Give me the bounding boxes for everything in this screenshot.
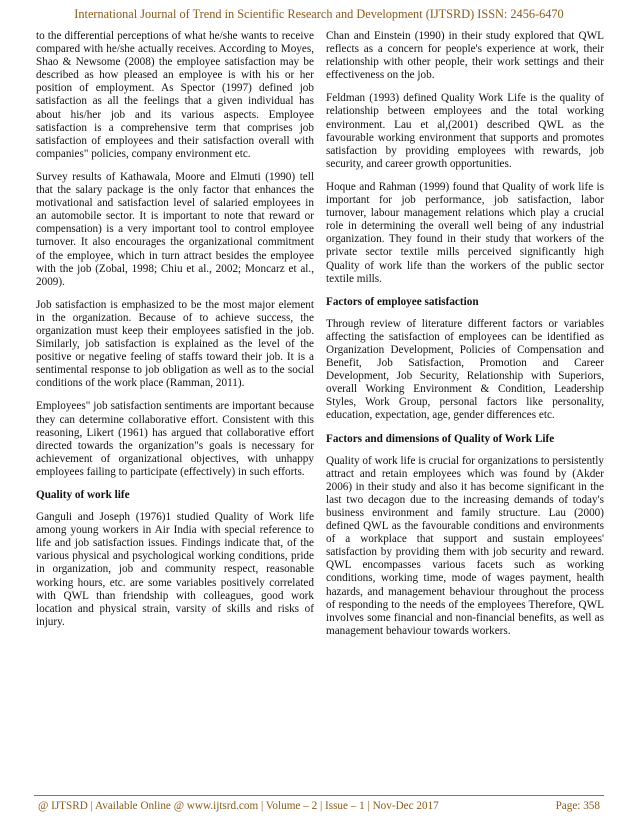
paragraph: Feldman (1993) defined Quality Work Life is the quality of relationship between employees and the total working environment. Lau et al,(2001) described QWL as the favourable working environment that supports and promotes satisfaction by providing employees with rewards, job security, and career growth opportunities. xyxy=(326,92,604,170)
paragraph: Chan and Einstein (1990) in their study explored that QWL reflects as a concern for people's experience at work, their relationship with other people, their work settings and their effectiveness on the job. xyxy=(326,30,604,82)
page-number: Page: 358 xyxy=(555,800,600,812)
paragraph: Employees" job satisfaction sentiments are important because they can determine collaborative effort. Consistent with this reasoning, Likert (1961) has argued that collaborative effort directed towards the organization"s goals is necessary for achievement of organizational objectives, with unhappy employees failing to participate (effectively) in such efforts. xyxy=(36,400,314,478)
paragraph: Job satisfaction is emphasized to be the most major element in the organization. Because of to achieve success, the organization must keep their employees satisfied in the job. Similarly, job satisfaction is explained as the level of the positive or negative feeling of staffs toward their job. It is a sentimental response to job obligation as well as to the social conditions of the work place (Ramman, 2011). xyxy=(36,298,314,390)
footer-divider xyxy=(34,795,604,796)
section-heading: Factors and dimensions of Quality of Work Life xyxy=(326,432,555,445)
paragraph: Hoque and Rahman (1999) found that Quality of work life is important for job performance, job satisfaction, labor turnover, labour management relations which play a crucial role in determining the overall well being of any industrial organization. They found in their study that workers of the private sector textile mills perceived significantly high Quality of work life than the workers of the public sector textile mills. xyxy=(326,180,604,285)
paragraph: Through review of literature different factors or variables affecting the satisfaction of employees can be identified as Organization Development, Policies of Compensation and Benefit, Job Satisfaction, Promotion and Career Development, Job Security, Relationship with Superiors, overall Working Environment & Condition, Leadership Styles, Work Group, personal factors like personality, education, expectation, age, gender differences etc. xyxy=(326,317,604,422)
paragraph: to the differential perceptions of what he/she wants to receive compared with he/she actually receives. According to Moyes, Shao & Newsome (2008) the employee satisfaction may be described as how pleased an employee is with his or her position of employment. As Spector (1997) defined job satisfaction as all the feelings that a given individual has about his/her job and its various aspects. Employee satisfaction is a comprehensive term that comprises job satisfaction of employees and their satisfaction overall with companies" policies, company environment etc. xyxy=(36,30,314,160)
journal-header: International Journal of Trend in Scientific Research and Development (IJTSRD) ISSN: 2456-6470 xyxy=(74,7,564,21)
section-heading: Factors of employee satisfaction xyxy=(326,295,479,308)
page-footer xyxy=(38,800,600,812)
paragraph: Survey results of Kathawala, Moore and Elmuti (1990) tell that the salary package is the only factor that enhances the motivational and satisfaction level of salaried employees in an automobile sector. It is important to note that reward or compensation) is a very important tool to control employee turnover. It also encourages the organizational commitment of the employee, which in turn attract besides the employee with the job (Zobal, 1998; Chiu et al., 2002; Moncarz et al., 2009). xyxy=(36,170,314,288)
left-column xyxy=(36,30,314,639)
right-column xyxy=(326,30,604,648)
paragraph: Quality of work life is crucial for organizations to persistently attract and retain employees which was found by (Akder 2006) in their study and also it has become significant in the last two decagon due to the increasing demands of today's business environment and family structure. Lau (2000) defined QWL as the favourable conditions and environments of a workplace that support and sustain employees' satisfaction by providing them with job security and reward. QWL encompasses various facets such as working conditions, working time, mode of wages payment, health hazards, and management behaviour throughout the process of responding to the needs of the employees Therefore, QWL involves some financial and non-financial benefits, as well as management behaviour towards workers. xyxy=(326,454,604,637)
paragraph: Ganguli and Joseph (1976)1 studied Quality of Work life among young workers in Air India with special reference to life and job satisfaction issues. Findings indicate that, of the various physical and psychological working conditions, pride in organization, job and community respect, reasonable working hours, etc. are some variables positively correlated with QWL than friendship with colleagues, good work location and physical strain, varsity of skills and risks of injury. xyxy=(36,511,314,628)
section-heading: Quality of work life xyxy=(36,489,130,501)
footer-info: @ IJTSRD | Available Online @ www.ijtsrd.com | Volume – 2 | Issue – 1 | Nov-Dec 2017 xyxy=(38,800,439,812)
